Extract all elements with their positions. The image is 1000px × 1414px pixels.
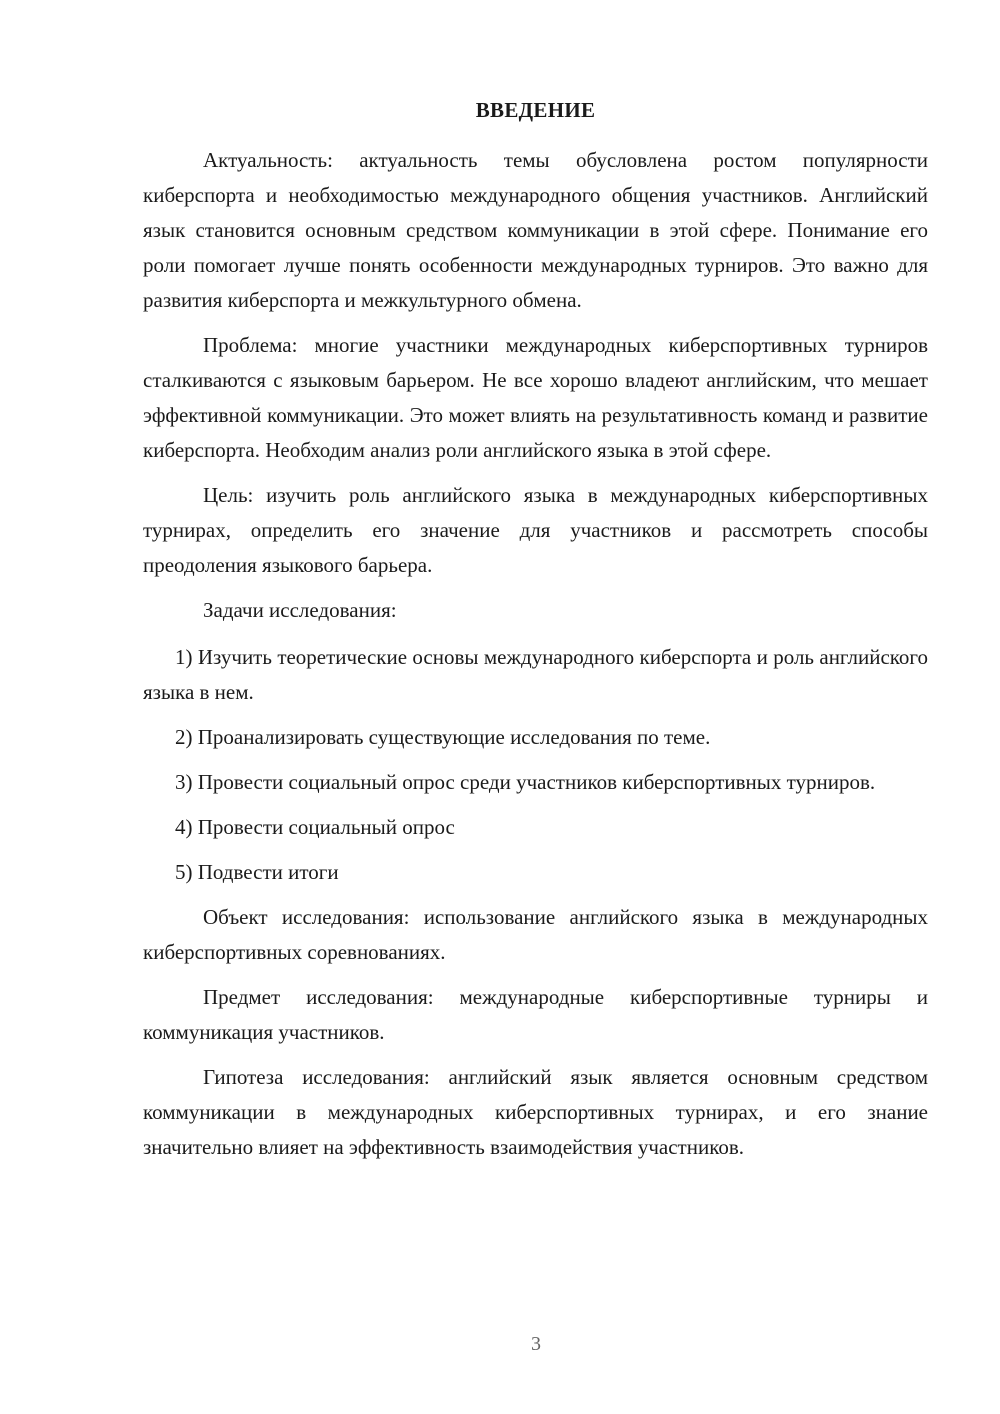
section-title: ВВЕДЕНИЕ bbox=[475, 98, 596, 122]
paragraph-object: Объект исследования: использование английского языка в международных киберспортивных соревнованиях. bbox=[143, 905, 928, 964]
paragraph-goal: Цель: изучить роль английского языка в международных киберспортивных турнирах, определить его значение для участников и рассмотреть способы преодоления языкового барьера. bbox=[143, 483, 928, 577]
page-content bbox=[143, 95, 928, 1175]
page-number: 3 bbox=[531, 1333, 541, 1355]
paragraph-relevance: Актуальность: актуальность темы обусловлена ростом популярности киберспорта и необходимостью международного общения участников. Английский язык становится основным средством коммуникации в этой сфере. Понимание его роли помогает лучше понять особенности международных турниров. Это важно для развития киберспорта и межкультурного обмена. bbox=[143, 148, 928, 312]
task-item-1: 1) Изучить теоретические основы международного киберспорта и роль английского языка в нем. bbox=[143, 645, 928, 704]
paragraph-hypothesis: Гипотеза исследования: английский язык является основным средством коммуникации в международных киберспортивных турнирах, и его знание значительно влияет на эффективность взаимодействия участников. bbox=[143, 1065, 928, 1159]
tasks-heading: Задачи исследования: bbox=[203, 598, 397, 622]
paragraph-problem: Проблема: многие участники международных киберспортивных турниров сталкиваются с языковым барьером. Не все хорошо владеют английским, что мешает эффективной коммуникации. Это может влиять на результативность команд и развитие киберспорта. Необходим анализ роли английского языка в этой сфере. bbox=[143, 333, 928, 462]
task-item-2: 2) Проанализировать существующие исследования по теме. bbox=[175, 725, 711, 749]
paragraph-subject: Предмет исследования: международные киберспортивные турниры и коммуникация участников. bbox=[143, 985, 928, 1044]
task-item-5: 5) Подвести итоги bbox=[175, 860, 339, 884]
task-item-3: 3) Провести социальный опрос среди участников киберспортивных турниров. bbox=[175, 770, 876, 794]
task-item-4: 4) Провести социальный опрос bbox=[175, 815, 455, 839]
